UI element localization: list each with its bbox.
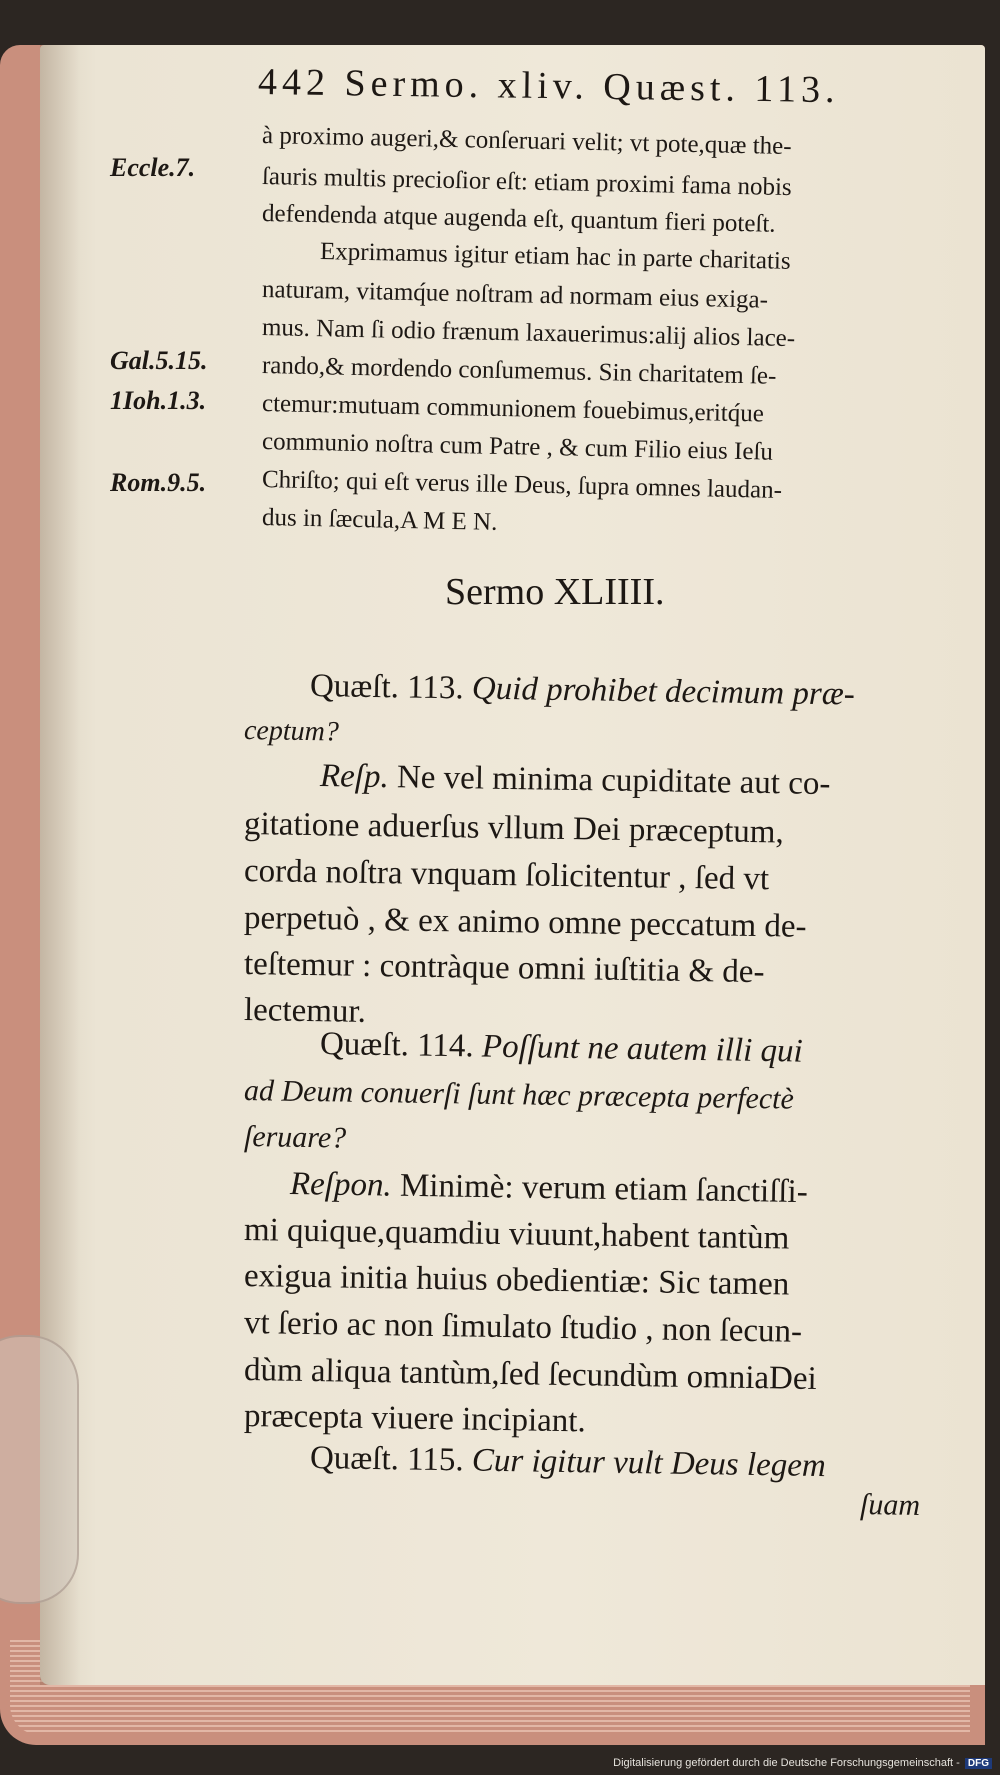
margin-note-gal: Gal.5.15. bbox=[110, 346, 208, 375]
body-line-10: Chriſto; qui eſt verus ille Deus, ſupra omnes laudan- bbox=[261, 466, 783, 504]
q113-question: Quid prohibet decimum præ- bbox=[471, 670, 856, 713]
q113-answer-start: Ne vel minima cupiditate aut co- bbox=[396, 759, 831, 803]
q114-answer-line-4: vt ſerio ac non ſimulato ſtudio , non ſecun- bbox=[243, 1305, 803, 1350]
q114-question-cont-2: ſeruare? bbox=[243, 1120, 347, 1155]
q115-question: Cur igitur vult Deus legem bbox=[471, 1442, 827, 1485]
sermon-heading: Sermo XLIIII. bbox=[445, 571, 665, 613]
margin-note-eccle: Eccle.7. bbox=[110, 153, 196, 182]
catchword: ſuam bbox=[859, 1488, 921, 1522]
body-line-6: mus. Nam ſi odio frænum laxauerimus:alij alios lace- bbox=[261, 314, 796, 353]
q114-answer-line-2: mi quique,quamdiu viuunt,habent tantùm bbox=[243, 1212, 790, 1257]
q113-answer-line-2: gitatione aduerſus vllum Dei præceptum, bbox=[243, 806, 785, 851]
margin-note-rom: Rom.9.5. bbox=[110, 468, 207, 497]
q114-label: Quæſt. 114. bbox=[319, 1026, 474, 1065]
body-line-1: à proximo augeri,& conſeruari velit; vt pote,quæ the- bbox=[261, 122, 792, 161]
q113-answer-line-4: perpetuò , & ex animo omne peccatum de- bbox=[243, 900, 807, 945]
q113-answer-line-3: corda noſtra vnquam ſolicitentur , ſed vt bbox=[243, 853, 770, 898]
q114-line-1 bbox=[320, 1026, 803, 1071]
body-line-7: rando,& mordendo conſumemus. Sin charitatem ſe- bbox=[261, 352, 777, 390]
body-line-3: defendenda atque augenda eſt, quantum fieri poteſt. bbox=[261, 200, 776, 238]
q113-label: Quæſt. 113. bbox=[309, 668, 464, 707]
digitization-credit bbox=[613, 1757, 992, 1769]
body-line-8: ctemur:mutuam communionem fouebimus,eritq́ue bbox=[261, 390, 765, 428]
q114-answer-line-5: dùm aliqua tantùm,ſed ſecundùm omniaDei bbox=[243, 1352, 818, 1397]
body-line-9: communio noſtra cum Patre , & cum Filio eius Ieſu bbox=[261, 428, 774, 466]
q113-resp-label: Reſp. bbox=[319, 758, 390, 796]
dfg-logo: DFG bbox=[965, 1758, 992, 1769]
q115-label: Quæſt. 115. bbox=[309, 1440, 464, 1479]
q114-answer-line-6: præcepta viuere incipiant. bbox=[243, 1398, 587, 1440]
q114-answer-start: Minimè: verum etiam ſanctiſſi- bbox=[399, 1167, 809, 1211]
q114-resp-label: Reſpon. bbox=[289, 1166, 393, 1204]
body-line-11: dus in ſæcula,A M E N. bbox=[261, 504, 498, 536]
q114-question-cont-1: ad Deum conuerſi ſunt hæc præcepta perfectè bbox=[243, 1074, 795, 1116]
body-line-5: naturam, vitamq́ue noſtram ad normam eius exiga- bbox=[261, 276, 769, 314]
body-line-2: ſauris multis precioſior eſt: etiam proximi fama nobis bbox=[261, 163, 792, 202]
thumb-holding-page bbox=[0, 1335, 79, 1604]
credit-text: Digitalisierung gefördert durch die Deutsche Forschungsgemeinschaft - bbox=[613, 1757, 960, 1769]
q113-answer-line-5: teſtemur : contràque omni iuſtitia & de- bbox=[243, 946, 765, 991]
q113-question-cont: ceptum? bbox=[243, 715, 340, 748]
body-line-4: Exprimamus igitur etiam hac in parte charitatis bbox=[319, 238, 791, 275]
margin-note-ioh: 1Ioh.1.3. bbox=[110, 386, 207, 415]
running-head: 442 Sermo. xliv. Quæst. 113. bbox=[257, 61, 840, 112]
q113-answer-line-6: lectemur. bbox=[243, 992, 367, 1030]
q114-answer-line-3: exigua initia huius obedientiæ: Sic tamen bbox=[243, 1258, 790, 1303]
q114-question: Poſſunt ne autem illi qui bbox=[481, 1028, 804, 1070]
